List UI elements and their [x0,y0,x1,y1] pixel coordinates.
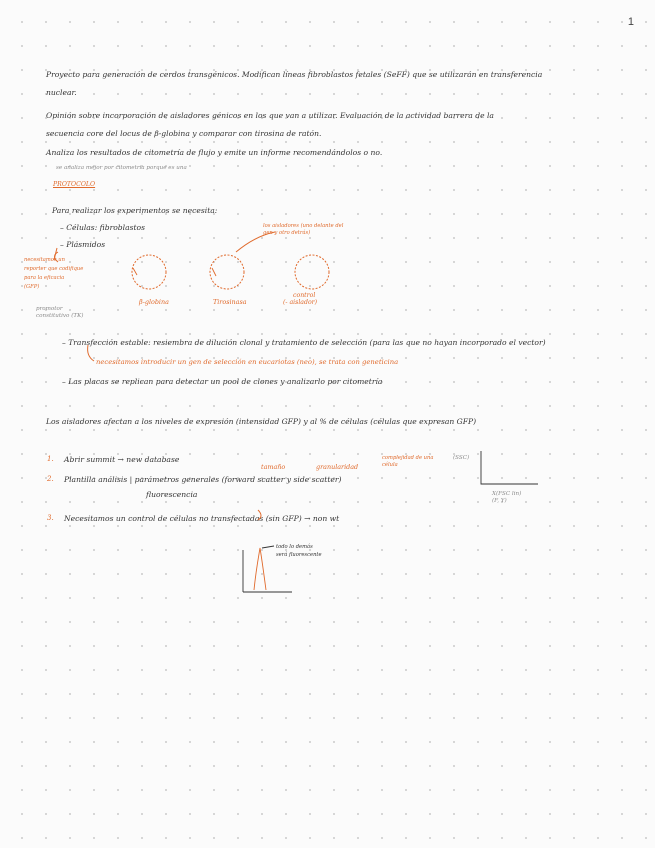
annotation-promoter: promotor constitutivo (TK) [36,306,84,319]
plasmid-label-globin: β-globina [139,298,169,306]
step-2-number: 2. [47,475,54,483]
histogram-axes-icon [243,550,292,592]
graph-x-label: X(FSC lin) (F, Y) [492,491,522,504]
graph-y-label: (SSC) [453,455,470,461]
annotation-reporter: necesitamos un reporter que codifique para la eficacia (GFP) [24,257,84,290]
plasmid-label-control: control [293,292,316,299]
page-number: 1 [627,16,634,28]
intro-line-5: Analiza los resultados de citometría de flujo y emite un informe recomendándolos o no. [46,148,383,157]
insulators-effect: Los aisladores afectan a los niveles de expresión (intensidad GFP) y al % de células (células que expresan GFP) [46,417,477,426]
plasmid-tyrosinase-icon [210,255,244,289]
label-granularity: granularidad [316,463,359,471]
step-3-number: 3. [47,514,54,522]
bullet-transfection: – Transfección estable: resiembra de dilución clonal y tratamiento de selección (para las que no hayan incorporado el vector) [62,338,546,347]
histogram-note: todo lo demás será fluorescente [276,544,322,558]
step-3: Necesitamos un control de células no transfectadas (sin GFP) → non wt [64,514,340,523]
step-1-number: 1. [47,455,54,463]
axes-icon [481,451,538,484]
insulator-arrow-icon [236,232,275,252]
intro-line-2: nuclear. [46,88,77,97]
experiments-item-plasmids: – Plásmidos [60,240,106,249]
plasmid-globin-icon [132,255,166,289]
label-size: tamaño [261,463,286,471]
label-complexity: complejidad de una célula [382,455,434,468]
step-2: Plantilla análisis | parámetros generales (forward scatter y side scatter) [64,475,342,484]
protocol-heading: PROTOCOLO [53,181,96,188]
intro-line-1: Proyecto para generación de cerdos transgénicos. Modifican líneas fibroblastos fetales (SeFF) que se utilizarán en transferencia [46,70,543,79]
plasmid-label-tyrosinase: Tirosinasa [213,298,247,306]
step-2-fluorescence: fluorescencia [146,490,198,499]
note-arrow-icon [88,345,94,361]
intro-note: se analiza mejor por citometria porque es una [56,165,187,171]
histogram-peak-icon [254,548,266,590]
intro-line-4: secuencia core del locus de β-globina y comparar con tirosina de ratón. [46,129,322,138]
arrow-icon [54,248,57,260]
step-1: Abrir summit → new database [64,455,180,464]
bullet-replicas: – Las placas se replican para detectar un pool de clones y analizarlo por citometría [62,377,383,386]
paren-icon [258,510,261,520]
bullet-transfection-note: necesitamos introducir un gen de selección en eucariotas (neo), se trata con geneticina [96,358,399,366]
experiments-intro: Para realizar los experimentos se necesita: [52,206,218,215]
experiments-item-cells: – Células: fibroblastos [60,223,146,232]
plasmid-label-control-sub: (- aislador) [283,299,318,306]
annotation-insulators: los aisladores (uno delante del gen y otro detrás) [263,223,344,236]
plasmid-control-icon [295,255,329,289]
intro-line-3: Opinión sobre incorporación de aisladores génicos en los que van a utilizar. Evaluación de la actividad barrera de la [46,111,494,120]
